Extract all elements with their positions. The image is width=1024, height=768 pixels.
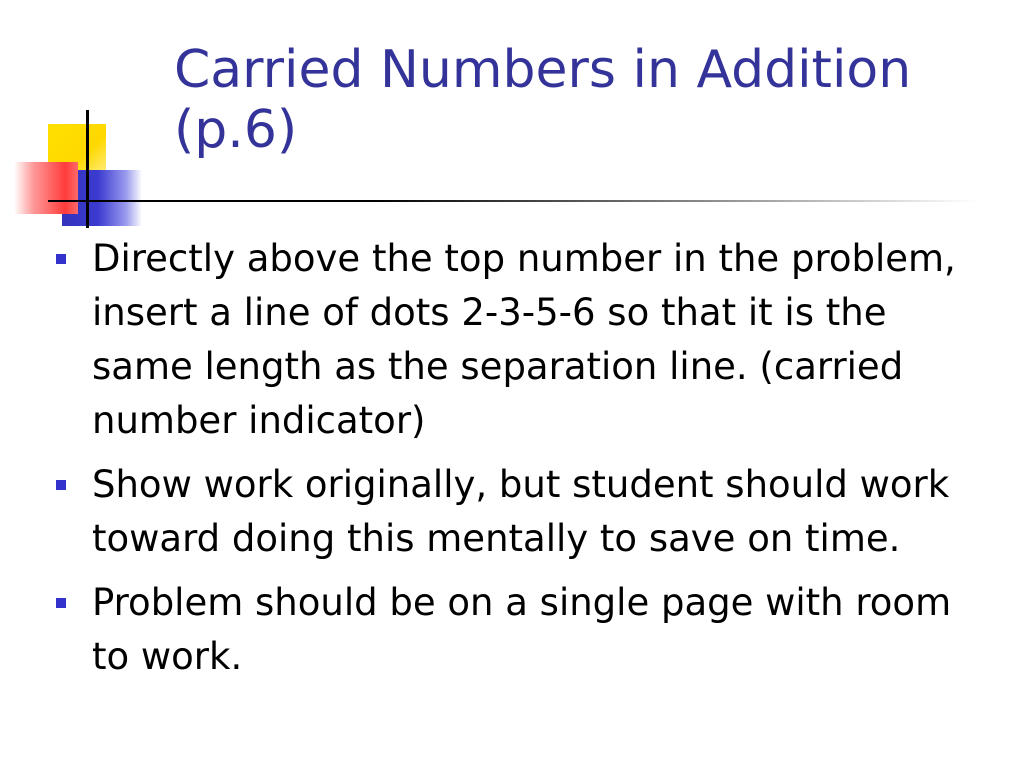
red-square xyxy=(14,162,78,214)
decorative-squares-logo xyxy=(0,0,160,240)
bullet-item xyxy=(56,458,976,566)
bullet-item xyxy=(56,232,976,448)
bullet-text: Problem should be on a single page with room to work. xyxy=(92,581,952,678)
title-divider xyxy=(48,200,978,202)
square-bullet-icon xyxy=(56,254,66,264)
bullet-text: Directly above the top number in the problem, insert a line of dots 2-3-5-6 so that it is the same length as the separation line. (carried number indicator) xyxy=(92,237,956,442)
square-bullet-icon xyxy=(56,598,66,608)
bullet-text: Show work originally, but student should work toward doing this mentally to save on time. xyxy=(92,463,950,560)
square-bullet-icon xyxy=(56,480,66,490)
bullet-list xyxy=(56,232,976,694)
vertical-line xyxy=(86,110,89,228)
slide-title: Carried Numbers in Addition (p.6) xyxy=(174,40,912,160)
bullet-item xyxy=(56,576,976,684)
